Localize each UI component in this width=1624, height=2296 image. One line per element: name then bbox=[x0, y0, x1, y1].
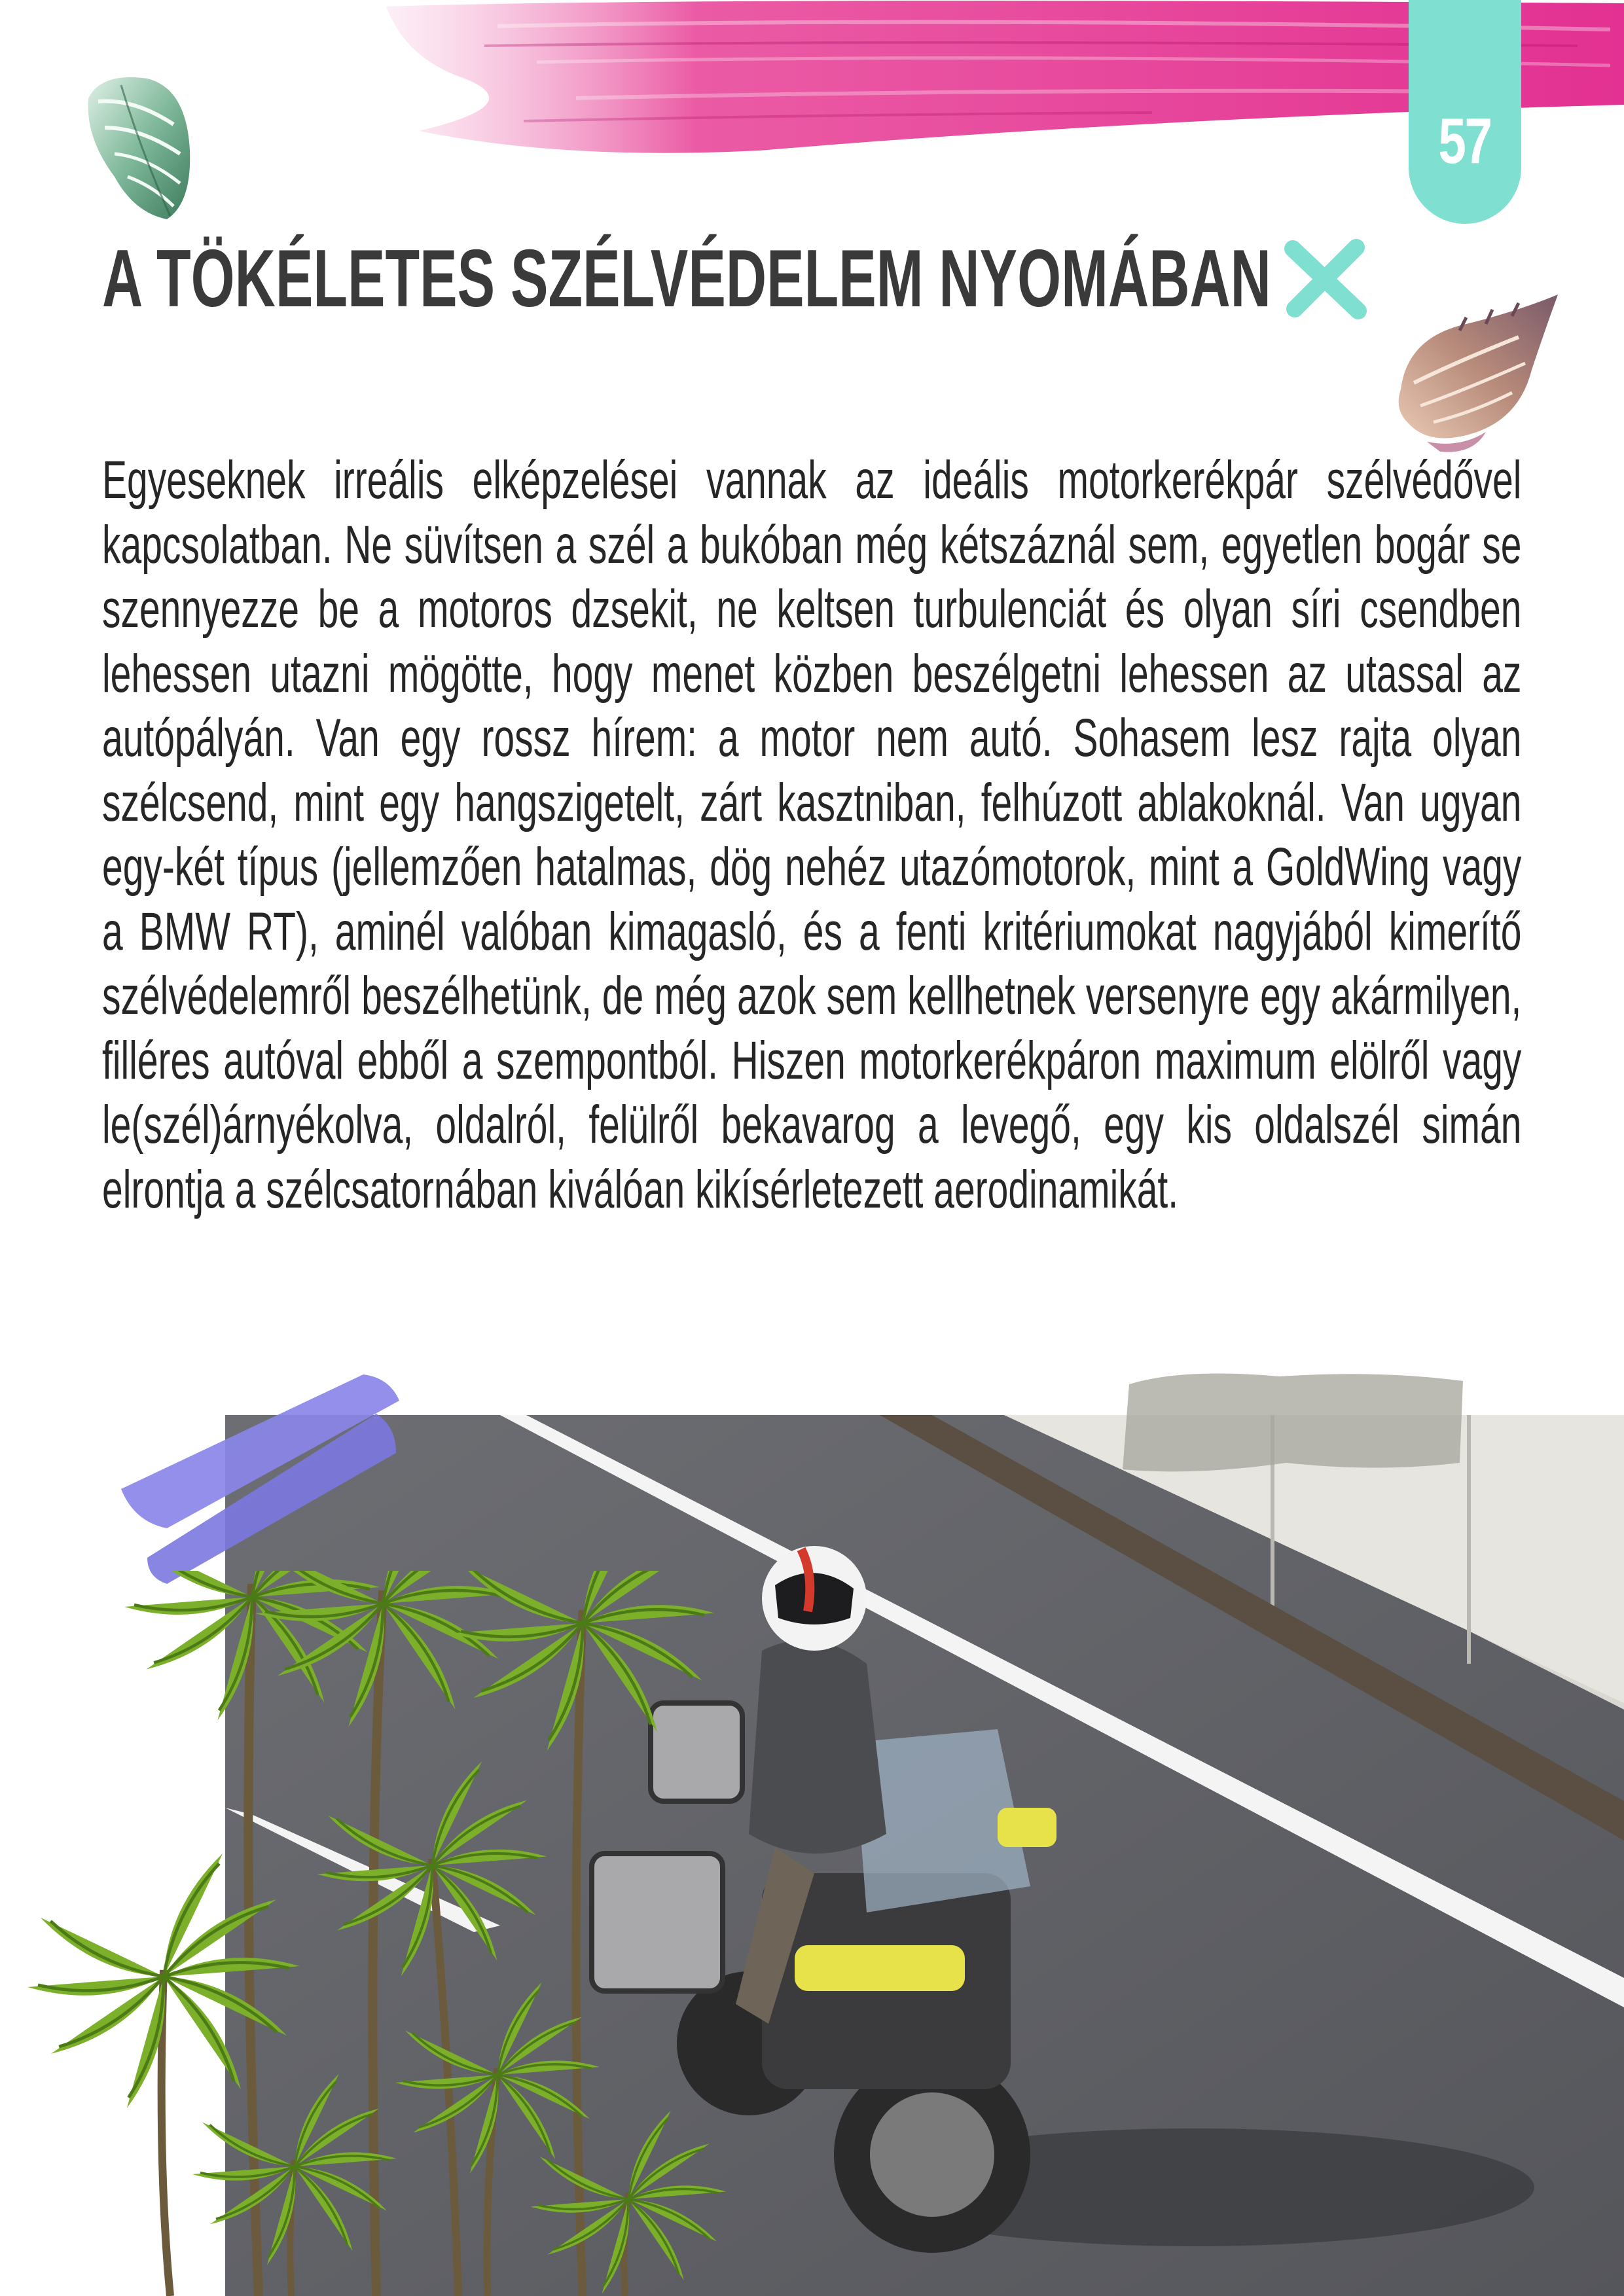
seashell-right-icon bbox=[1388, 291, 1571, 455]
purple-tape bbox=[108, 1361, 409, 1590]
grey-tape bbox=[1116, 1365, 1470, 1479]
article-body bbox=[102, 448, 1523, 1352]
x-mark-icon bbox=[1283, 236, 1368, 321]
seashell-left-icon bbox=[75, 72, 200, 223]
page-number-tab bbox=[1409, 0, 1521, 224]
article-paragraph: Egyeseknek irreális elképzelései vannak az ideális motorkerékpár szélvédővel kapcsolatban. Ne süvítsen a szél a bukóban még kétszáznál sem, egyetlen bogár se szennyezze be a motoros dzsekit, ne keltsen turbulenciát és olyan síri csendben lehessen utazni mögötte, hogy menet közben beszélgetni lehessen az utassal az autópályán. Van egy rossz hírem: a motor nem autó. Sohasem lesz rajta olyan szélcsend, mint egy hangszigetelt, zárt kasztniban, felhúzott ablakoknál. Van ugyan egy-két típus (jellemzően hatalmas, dög nehéz utazómotorok, mint a GoldWing vagy a BMW RT), aminél valóban kimagasló, és a fenti kritériumokat nagyjából kimerítő szélvédelemről beszélhetünk, de még azok sem kellhetnek versenyre egy akármilyen, filléres autóval ebből a szempontból. Hiszen motorkerékpáron maximum elölről vagy le(szél)árnyékolva, oldalról, felülről bekavarog a levegő, egy kis oldalszél simán elrontja a szélcsatornában kiválóan kikísérletezett aerodinamikát. bbox=[102, 450, 1522, 1219]
page-title: A TÖKÉLETES SZÉLVÉDELEM NYOMÁBAN bbox=[102, 234, 1271, 324]
page-number: 57 bbox=[1438, 105, 1492, 177]
palm-trees-illustration bbox=[0, 1571, 733, 2296]
